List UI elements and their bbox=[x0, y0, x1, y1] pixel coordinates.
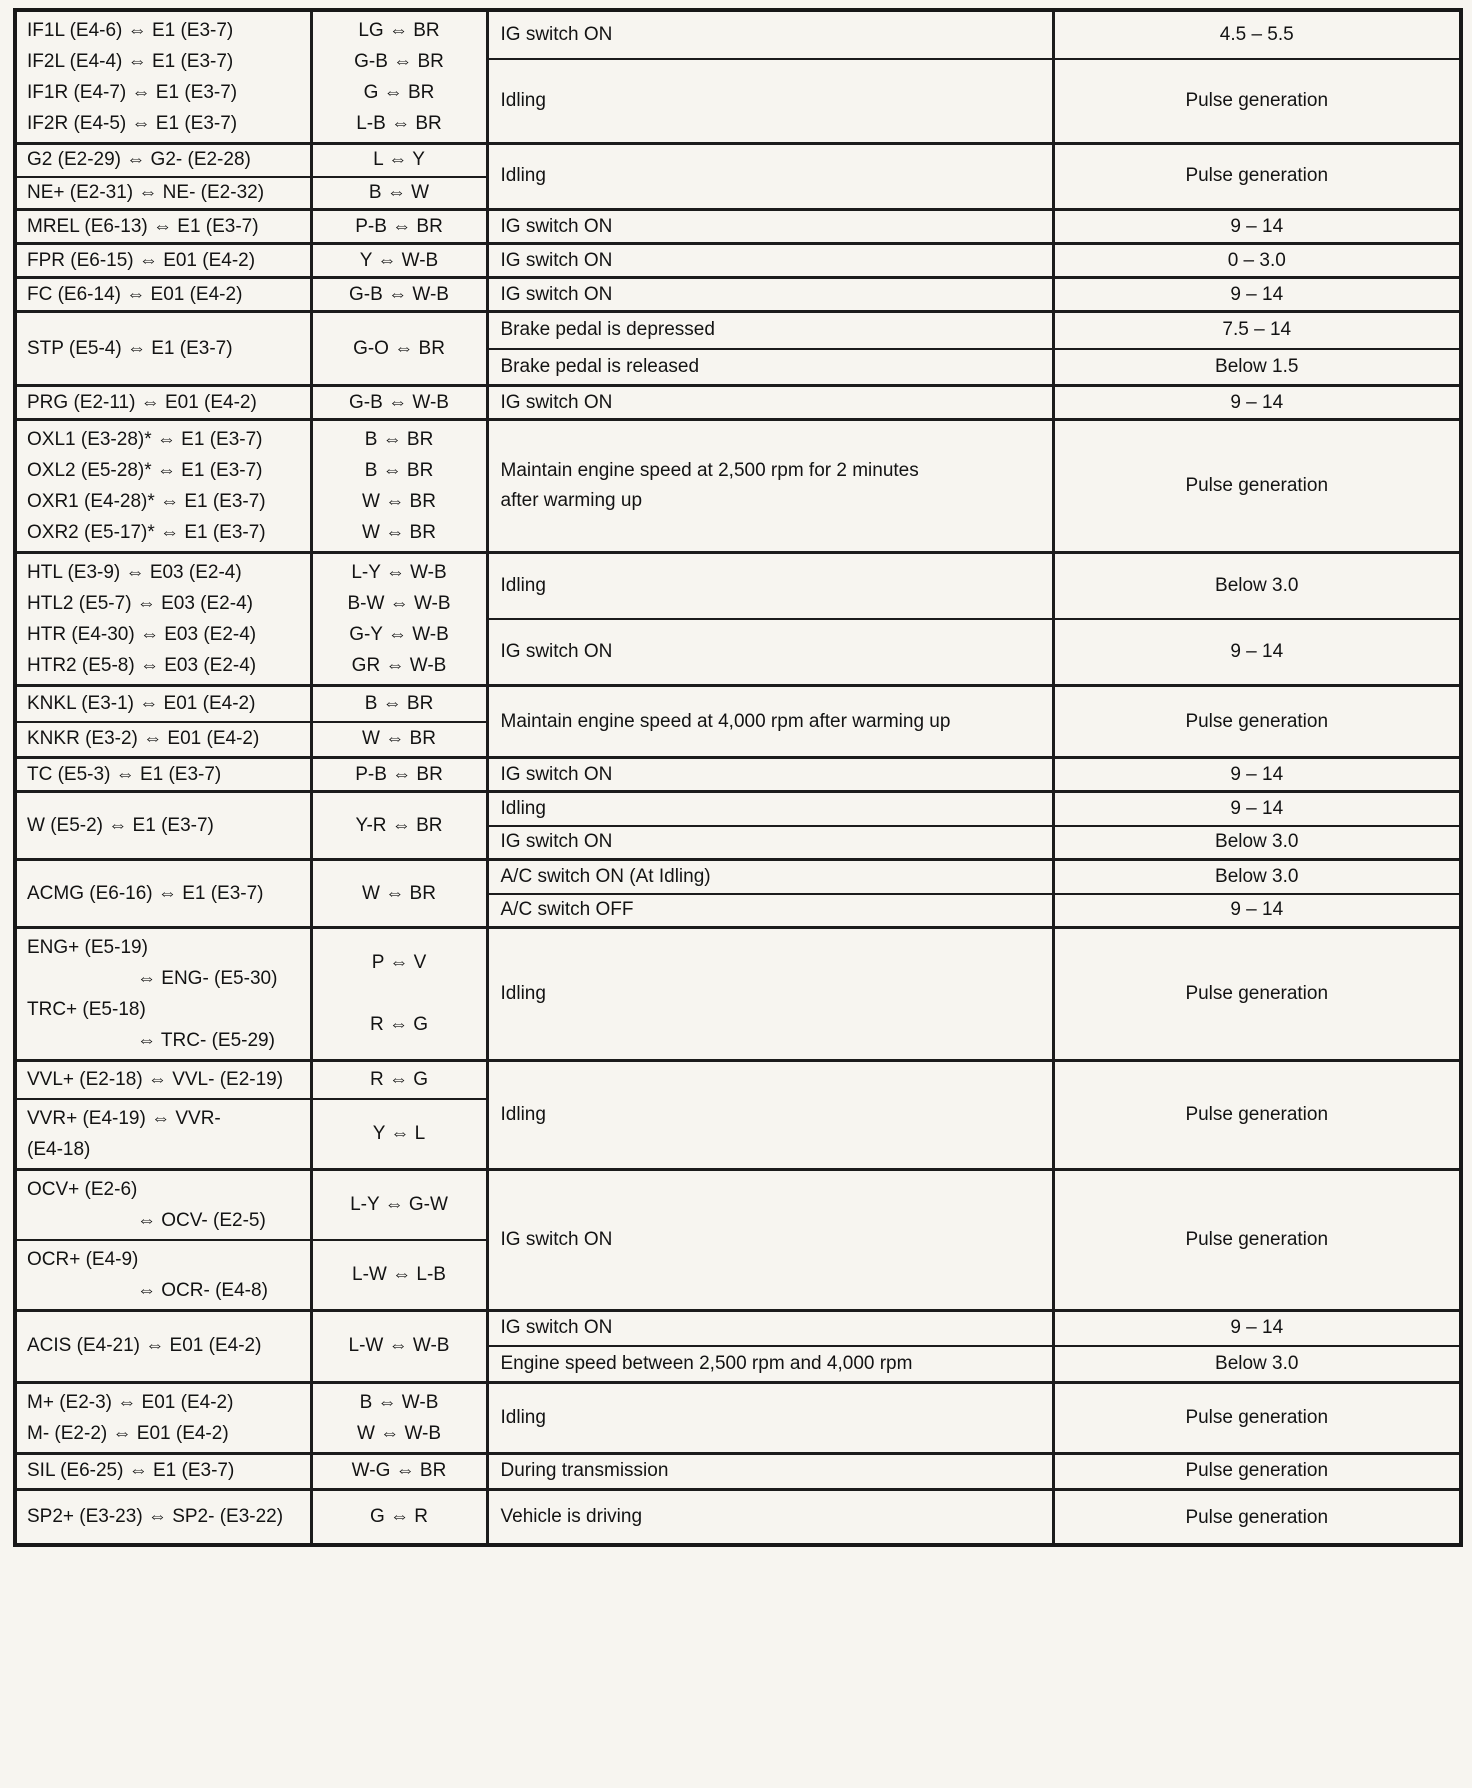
wire-color-text: W ⇔ BR bbox=[362, 491, 436, 513]
value-cell: Pulse generation bbox=[1053, 420, 1461, 553]
wire-color-cell bbox=[311, 420, 487, 553]
value-cell: Pulse generation bbox=[1053, 59, 1461, 143]
table-row bbox=[15, 1310, 1461, 1346]
table-row bbox=[15, 278, 1461, 312]
wire-color-cell: L-W ⇔ W-B bbox=[311, 1310, 487, 1382]
condition-cell: Idling bbox=[487, 59, 1053, 143]
condition-cell: IG switch ON bbox=[487, 244, 1053, 278]
table-row bbox=[15, 792, 1461, 826]
terminal-text: ⇔ ENG- (E5-30) bbox=[137, 968, 278, 990]
wire-color-cell: L-W ⇔ L-B bbox=[311, 1240, 487, 1311]
condition-cell: Idling bbox=[487, 144, 1053, 210]
wire-color-text: LG ⇔ BR bbox=[358, 20, 440, 41]
ecm-terminal-voltage-table bbox=[13, 8, 1463, 1547]
condition-cell: IG switch ON bbox=[487, 10, 1053, 59]
wire-color-text: GR ⇔ W-B bbox=[351, 655, 447, 677]
condition-cell: Idling bbox=[487, 1061, 1053, 1170]
wire-color-cell: L-Y ⇔ G-W bbox=[311, 1169, 487, 1240]
terminal-text: ⇔ TRC- (E5-29) bbox=[137, 1030, 275, 1052]
terminal-cell bbox=[15, 1169, 311, 1240]
wire-color-cell: Y ⇔ L bbox=[311, 1099, 487, 1170]
wire-color-cell: B ⇔ BR bbox=[311, 686, 487, 722]
terminal-text: IF2R (E4-5) ⇔ E1 (E3-7) bbox=[27, 113, 238, 134]
condition-cell bbox=[487, 420, 1053, 553]
wire-color-text: R ⇔ G bbox=[369, 1014, 429, 1036]
value-cell: Pulse generation bbox=[1053, 144, 1461, 210]
condition-cell: Idling bbox=[487, 553, 1053, 620]
wire-color-text: G ⇔ BR bbox=[363, 82, 435, 103]
wire-color-text: G-B ⇔ BR bbox=[354, 51, 444, 72]
table-row bbox=[15, 928, 1461, 1061]
wire-color-cell: P-B ⇔ BR bbox=[311, 210, 487, 244]
value-cell: 4.5 – 5.5 bbox=[1053, 10, 1461, 59]
terminal-cell: VVL+ (E2-18) ⇔ VVL- (E2-19) bbox=[15, 1061, 311, 1099]
value-cell: Pulse generation bbox=[1053, 1489, 1461, 1545]
table-row bbox=[15, 1061, 1461, 1099]
terminal-cell: SIL (E6-25) ⇔ E1 (E3-7) bbox=[15, 1453, 311, 1489]
terminal-cell: KNKL (E3-1) ⇔ E01 (E4-2) bbox=[15, 686, 311, 722]
terminal-text: OXL1 (E3-28)* ⇔ E1 (E3-7) bbox=[27, 429, 263, 451]
terminal-cell: STP (E5-4) ⇔ E1 (E3-7) bbox=[15, 312, 311, 386]
condition-cell: During transmission bbox=[487, 1453, 1053, 1489]
wire-color-text: G-Y ⇔ W-B bbox=[349, 624, 449, 646]
table-row bbox=[15, 210, 1461, 244]
terminal-text: ⇔ OCV- (E2-5) bbox=[137, 1209, 266, 1231]
value-cell: 0 – 3.0 bbox=[1053, 244, 1461, 278]
table-row bbox=[15, 1382, 1461, 1453]
table-row bbox=[15, 386, 1461, 420]
terminal-cell: FPR (E6-15) ⇔ E01 (E4-2) bbox=[15, 244, 311, 278]
wire-color-cell: Y ⇔ W-B bbox=[311, 244, 487, 278]
wire-color-cell: R ⇔ G bbox=[311, 1061, 487, 1099]
condition-cell: IG switch ON bbox=[487, 619, 1053, 686]
terminal-text: IF1L (E4-6) ⇔ E1 (E3-7) bbox=[27, 20, 234, 41]
wire-color-cell: G-B ⇔ W-B bbox=[311, 278, 487, 312]
value-cell: 9 – 14 bbox=[1053, 894, 1461, 928]
value-cell: 9 – 14 bbox=[1053, 1310, 1461, 1346]
wire-color-cell: G-O ⇔ BR bbox=[311, 312, 487, 386]
table-row bbox=[15, 244, 1461, 278]
terminal-cell bbox=[15, 1382, 311, 1453]
condition-cell: Brake pedal is released bbox=[487, 349, 1053, 386]
terminal-cell: W (E5-2) ⇔ E1 (E3-7) bbox=[15, 792, 311, 860]
condition-cell: Idling bbox=[487, 928, 1053, 1061]
value-cell: Pulse generation bbox=[1053, 928, 1461, 1061]
value-cell: Pulse generation bbox=[1053, 1061, 1461, 1170]
terminal-cell bbox=[15, 10, 311, 144]
terminal-text: M- (E2-2) ⇔ E01 (E4-2) bbox=[27, 1422, 229, 1444]
terminal-text: HTR2 (E5-8) ⇔ E03 (E2-4) bbox=[27, 655, 257, 677]
value-cell: 9 – 14 bbox=[1053, 758, 1461, 792]
table-row bbox=[15, 420, 1461, 553]
condition-cell: IG switch ON bbox=[487, 826, 1053, 860]
value-cell: 9 – 14 bbox=[1053, 619, 1461, 686]
terminal-cell: KNKR (E3-2) ⇔ E01 (E4-2) bbox=[15, 722, 311, 758]
wire-color-cell: W ⇔ BR bbox=[311, 722, 487, 758]
terminal-cell: NE+ (E2-31) ⇔ NE- (E2-32) bbox=[15, 177, 311, 210]
wire-color-cell: W-G ⇔ BR bbox=[311, 1453, 487, 1489]
table-row bbox=[15, 758, 1461, 792]
value-cell: 7.5 – 14 bbox=[1053, 312, 1461, 349]
condition-cell: Idling bbox=[487, 1382, 1053, 1453]
condition-cell: Vehicle is driving bbox=[487, 1489, 1053, 1545]
wire-color-cell bbox=[311, 928, 487, 1061]
condition-cell: A/C switch ON (At Idling) bbox=[487, 860, 1053, 894]
condition-cell: IG switch ON bbox=[487, 386, 1053, 420]
terminal-text: OCR+ (E4-9) bbox=[27, 1248, 139, 1270]
wire-color-text: B ⇔ BR bbox=[364, 460, 434, 482]
condition-cell: IG switch ON bbox=[487, 278, 1053, 312]
wire-color-text: B-W ⇔ W-B bbox=[347, 593, 451, 615]
condition-text: after warming up bbox=[500, 490, 643, 512]
terminal-text: HTL2 (E5-7) ⇔ E03 (E2-4) bbox=[27, 593, 253, 615]
value-cell: Below 3.0 bbox=[1053, 553, 1461, 620]
value-cell: Pulse generation bbox=[1053, 1169, 1461, 1310]
value-cell: 9 – 14 bbox=[1053, 210, 1461, 244]
value-cell: 9 – 14 bbox=[1053, 386, 1461, 420]
condition-cell: IG switch ON bbox=[487, 758, 1053, 792]
terminal-cell: ACMG (E6-16) ⇔ E1 (E3-7) bbox=[15, 860, 311, 928]
wire-color-cell: B ⇔ W bbox=[311, 177, 487, 210]
condition-cell: Brake pedal is depressed bbox=[487, 312, 1053, 349]
wire-color-cell: G ⇔ R bbox=[311, 1489, 487, 1545]
wire-color-text: B ⇔ W-B bbox=[359, 1391, 439, 1413]
condition-cell: IG switch ON bbox=[487, 210, 1053, 244]
wire-color-cell: Y-R ⇔ BR bbox=[311, 792, 487, 860]
terminal-cell: PRG (E2-11) ⇔ E01 (E4-2) bbox=[15, 386, 311, 420]
value-cell: Below 3.0 bbox=[1053, 860, 1461, 894]
table-row bbox=[15, 1489, 1461, 1545]
wire-color-text: L-B ⇔ BR bbox=[356, 113, 442, 134]
wire-color-cell: L ⇔ Y bbox=[311, 144, 487, 177]
terminal-cell: G2 (E2-29) ⇔ G2- (E2-28) bbox=[15, 144, 311, 177]
terminal-text: VVR+ (E4-19) ⇔ VVR- bbox=[27, 1107, 221, 1129]
table-row bbox=[15, 312, 1461, 349]
wire-color-text: W ⇔ W-B bbox=[356, 1422, 442, 1444]
terminal-cell bbox=[15, 553, 311, 686]
wire-color-cell: W ⇔ BR bbox=[311, 860, 487, 928]
condition-text: Maintain engine speed at 2,500 rpm for 2 minutes bbox=[500, 460, 919, 482]
table-row bbox=[15, 860, 1461, 894]
terminal-cell: SP2+ (E3-23) ⇔ SP2- (E3-22) bbox=[15, 1489, 311, 1545]
value-cell: Pulse generation bbox=[1053, 686, 1461, 758]
table-row bbox=[15, 10, 1461, 59]
table-row bbox=[15, 553, 1461, 620]
terminal-text: ⇔ OCR- (E4-8) bbox=[137, 1279, 268, 1301]
terminal-text: HTL (E3-9) ⇔ E03 (E2-4) bbox=[27, 562, 242, 584]
wire-color-text: L-Y ⇔ W-B bbox=[351, 562, 447, 584]
wire-color-text: P ⇔ V bbox=[371, 952, 427, 974]
terminal-text: OXL2 (E5-28)* ⇔ E1 (E3-7) bbox=[27, 460, 263, 482]
wire-color-cell bbox=[311, 1382, 487, 1453]
terminal-text: IF2L (E4-4) ⇔ E1 (E3-7) bbox=[27, 51, 234, 72]
table-row bbox=[15, 1453, 1461, 1489]
condition-cell: Idling bbox=[487, 792, 1053, 826]
condition-cell: IG switch ON bbox=[487, 1310, 1053, 1346]
terminal-text: OXR1 (E4-28)* ⇔ E1 (E3-7) bbox=[27, 491, 266, 513]
value-cell: Pulse generation bbox=[1053, 1453, 1461, 1489]
value-cell: Pulse generation bbox=[1053, 1382, 1461, 1453]
terminal-cell: MREL (E6-13) ⇔ E1 (E3-7) bbox=[15, 210, 311, 244]
terminal-text: HTR (E4-30) ⇔ E03 (E2-4) bbox=[27, 624, 257, 646]
terminal-cell: TC (E5-3) ⇔ E1 (E3-7) bbox=[15, 758, 311, 792]
condition-cell: A/C switch OFF bbox=[487, 894, 1053, 928]
terminal-cell: FC (E6-14) ⇔ E01 (E4-2) bbox=[15, 278, 311, 312]
terminal-cell bbox=[15, 928, 311, 1061]
terminal-text: OXR2 (E5-17)* ⇔ E1 (E3-7) bbox=[27, 522, 266, 544]
value-cell: Below 3.0 bbox=[1053, 826, 1461, 860]
terminal-cell bbox=[15, 1240, 311, 1311]
wire-color-text: W ⇔ BR bbox=[362, 522, 436, 544]
table-row bbox=[15, 1169, 1461, 1240]
condition-cell: Maintain engine speed at 4,000 rpm after warming up bbox=[487, 686, 1053, 758]
terminal-text: IF1R (E4-7) ⇔ E1 (E3-7) bbox=[27, 82, 238, 103]
value-cell: Below 3.0 bbox=[1053, 1346, 1461, 1382]
table-row bbox=[15, 144, 1461, 177]
terminal-text: TRC+ (E5-18) bbox=[27, 999, 146, 1021]
terminal-text: OCV+ (E2-6) bbox=[27, 1178, 138, 1200]
terminal-text: M+ (E2-3) ⇔ E01 (E4-2) bbox=[27, 1391, 234, 1413]
terminal-text: ENG+ (E5-19) bbox=[27, 937, 148, 959]
wire-color-cell bbox=[311, 553, 487, 686]
wire-color-text: B ⇔ BR bbox=[364, 429, 434, 451]
condition-cell: IG switch ON bbox=[487, 1169, 1053, 1310]
condition-cell: Engine speed between 2,500 rpm and 4,000 rpm bbox=[487, 1346, 1053, 1382]
terminal-text: (E4-18) bbox=[27, 1138, 91, 1160]
value-cell: 9 – 14 bbox=[1053, 792, 1461, 826]
terminal-cell bbox=[15, 1099, 311, 1170]
wire-color-cell: G-B ⇔ W-B bbox=[311, 386, 487, 420]
terminal-cell: ACIS (E4-21) ⇔ E01 (E4-2) bbox=[15, 1310, 311, 1382]
value-cell: Below 1.5 bbox=[1053, 349, 1461, 386]
table-row bbox=[15, 686, 1461, 722]
wire-color-cell: P-B ⇔ BR bbox=[311, 758, 487, 792]
terminal-cell bbox=[15, 420, 311, 553]
wire-color-cell bbox=[311, 10, 487, 144]
value-cell: 9 – 14 bbox=[1053, 278, 1461, 312]
